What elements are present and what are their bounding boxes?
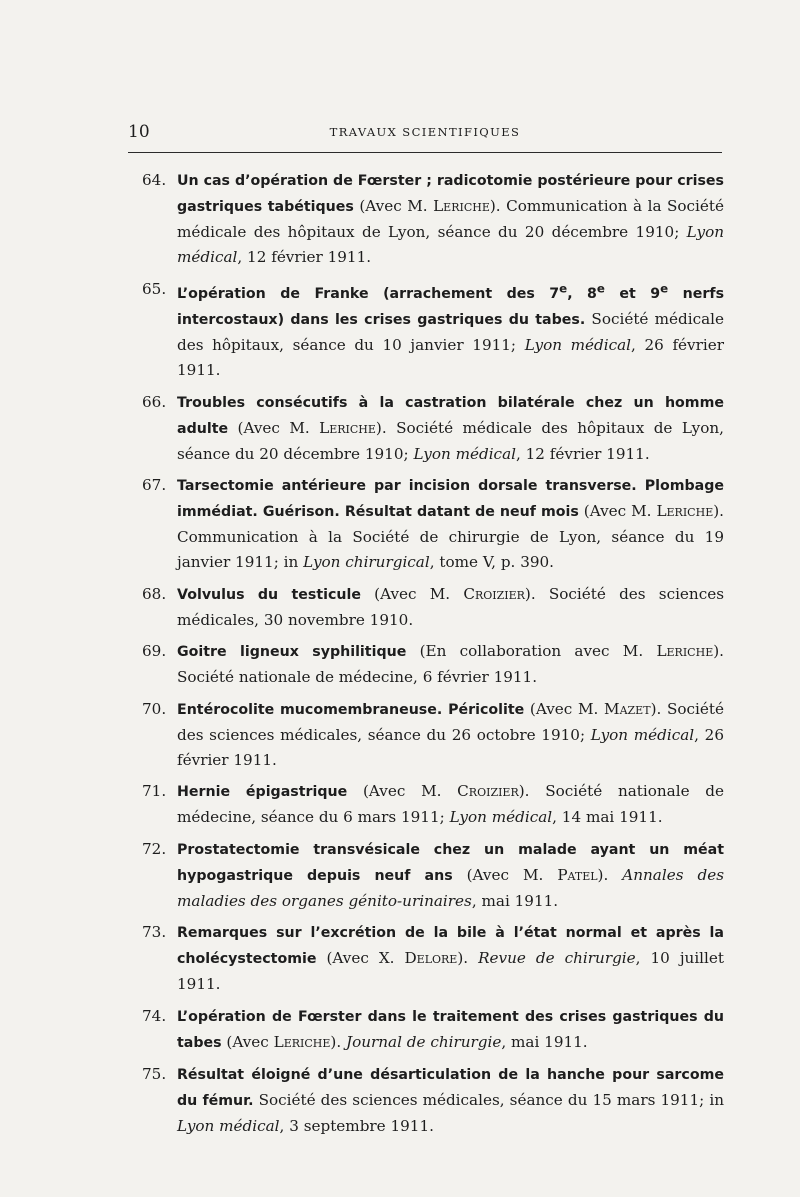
entry-title: Un cas d’opération de Fœrster ; radicotomie postérieure pour crises gastriques tabétiques xyxy=(177,173,724,215)
entry-text: (Avec M. xyxy=(360,584,464,603)
entry-text: ). xyxy=(457,949,479,968)
entry-text: , tome V, p. 390. xyxy=(429,553,555,572)
page-number: 10 xyxy=(128,122,150,142)
entry-title-part: nerfs intercostaux) dans les crises gastriques du tabes. xyxy=(177,286,725,329)
entry-title: Goitre ligneux syphilitique xyxy=(177,644,407,661)
entry-title: Résultat éloigné d’une désarticulation de la hanche pour sarcome du fémur. xyxy=(177,1067,724,1110)
entry-title-part: et 9 xyxy=(604,286,661,303)
entry-text: (Avec M. xyxy=(524,699,605,718)
entry-journal: Lyon médical xyxy=(590,725,695,744)
entry-text: (Avec X. xyxy=(316,949,405,968)
entry-title-part: , 8 xyxy=(567,286,597,303)
entry-journal: Lyon médical xyxy=(449,808,553,827)
entry-title: Tarsectomie antérieure par incision dorsale transverse. Plombage immédiat. Guérison. Résultat datant de neuf mois xyxy=(177,478,724,521)
publication-entry-70 xyxy=(142,697,724,773)
entry-text: ). Communication à la Société médicale des hôpitaux de Lyon, séance du 20 décembre 1910; xyxy=(177,197,724,241)
entry-author: Leriche xyxy=(656,642,714,661)
entry-text: ). xyxy=(597,865,623,884)
ordinal-superscript: e xyxy=(660,281,669,296)
publication-entry-75 xyxy=(142,1062,724,1139)
publication-entry-71 xyxy=(142,779,724,830)
entry-number: 71. xyxy=(142,782,167,801)
entry-text: , mai 1911. xyxy=(471,891,559,910)
publication-entry-72 xyxy=(142,837,724,914)
entry-title: L’opération de Fœrster dans le traitement des crises gastriques du tabes xyxy=(177,1008,724,1051)
ordinal-superscript: e xyxy=(559,281,568,296)
entry-text: (Avec M. xyxy=(452,865,558,884)
entry-author: Croizier xyxy=(457,782,519,801)
entry-number: 64. xyxy=(142,171,167,189)
entry-journal: Lyon médical xyxy=(413,444,516,463)
entry-journal: Lyon médical xyxy=(177,1117,280,1136)
entry-number: 65. xyxy=(142,279,167,298)
publication-entry-67 xyxy=(142,473,724,575)
entry-text: (En collaboration avec M. xyxy=(406,642,657,661)
publication-entry-64 xyxy=(142,168,724,270)
entry-text: , 10 juillet 1911. xyxy=(177,949,724,994)
entry-text: ). Société nationale de médecine, séance du 6 mars 1911; xyxy=(177,782,724,827)
entry-number: 69. xyxy=(142,642,167,661)
entry-title-part: L’opération de Franke (arrachement des 7 xyxy=(177,286,560,303)
entry-author: Patel xyxy=(557,865,598,884)
entry-text: Société des sciences médicales, séance du 15 mars 1911; in xyxy=(253,1091,724,1110)
entry-text: Société médicale des hôpitaux, séance du 10 janvier 1911; xyxy=(177,310,724,355)
entry-journal: Journal de chirurgie xyxy=(346,1032,502,1051)
entry-number: 72. xyxy=(142,839,167,858)
entry-number: 67. xyxy=(142,476,167,495)
entry-text: (Avec M. xyxy=(353,197,434,215)
publication-entry-65 xyxy=(142,277,724,384)
entry-text: , 14 mai 1911. xyxy=(552,808,663,827)
entry-text: (Avec M. xyxy=(578,502,657,521)
entry-number: 66. xyxy=(142,392,167,411)
entry-journal: Lyon médical xyxy=(524,336,632,355)
entry-text: , mai 1911. xyxy=(501,1032,588,1051)
entry-author: Delore xyxy=(404,949,458,968)
entry-number: 68. xyxy=(142,584,167,603)
page-header xyxy=(128,122,722,144)
entry-author: Leriche xyxy=(319,418,376,437)
entry-text: (Avec M. xyxy=(228,418,320,437)
entry-title: Hernie épigastrique xyxy=(177,784,348,801)
entry-number: 75. xyxy=(142,1065,167,1084)
entry-text: , 26 février 1911. xyxy=(177,725,724,769)
running-title: TRAVAUX SCIENTIFIQUES xyxy=(329,125,521,139)
entry-number: 74. xyxy=(142,1006,167,1025)
header-rule xyxy=(128,152,722,153)
publication-entry-68 xyxy=(142,582,724,633)
entry-text: , 12 février 1911. xyxy=(515,444,650,463)
entry-number: 73. xyxy=(142,923,167,942)
entry-text: ). Société des sciences médicales, séance du 26 octobre 1910; xyxy=(177,699,724,744)
entry-text: ). xyxy=(330,1032,346,1051)
entry-text: , 26 février 1911. xyxy=(177,336,724,380)
entry-title: Remarques sur l’excrétion de la bile à l’état normal et après la cholécystectomie xyxy=(177,925,724,968)
ordinal-superscript: e xyxy=(596,281,605,296)
entry-author: Leriche xyxy=(433,197,490,215)
entry-author: Mazet xyxy=(604,699,651,718)
entry-journal: Lyon chirurgical xyxy=(303,553,430,572)
entry-text: (Avec M. xyxy=(347,782,458,801)
entry-journal: Revue de chirurgie xyxy=(478,949,636,968)
entry-text: ). Communication à la Société de chirurgie de Lyon, séance du 19 janvier 1911; in xyxy=(177,502,724,572)
entry-title: Troubles consécutifs à la castration bilatérale chez un homme adulte xyxy=(177,394,724,437)
publication-entry-69 xyxy=(142,639,724,690)
entry-author: Leriche xyxy=(273,1032,331,1051)
entry-text: , 3 septembre 1911. xyxy=(279,1117,434,1136)
publication-entry-74 xyxy=(142,1004,724,1056)
publication-entry-66 xyxy=(142,390,724,467)
publication-entry-73 xyxy=(142,920,724,997)
entry-title: Volvulus du testicule xyxy=(177,586,361,603)
entry-author: Leriche xyxy=(656,502,714,521)
entry-number: 70. xyxy=(142,699,167,718)
publication-list xyxy=(142,168,724,1146)
entry-text: ). Société nationale de médecine, 6 février 1911. xyxy=(177,642,724,687)
entry-journal: Lyon médical xyxy=(177,223,724,266)
entry-journal: Annales des maladies des organes génito-urinaires xyxy=(177,865,724,910)
entry-title: Prostatectomie transvésicale chez un malade ayant un méat hypogastrique depuis neuf ans xyxy=(177,841,724,884)
entry-text: (Avec xyxy=(221,1032,274,1051)
entry-author: Croizier xyxy=(463,584,525,603)
entry-title: Entérocolite mucomembraneuse. Péricolite xyxy=(177,701,525,718)
entry-text: ). Société médicale des hôpitaux de Lyon, séance du 20 décembre 1910; xyxy=(177,418,724,463)
entry-text: , 12 février 1911. xyxy=(237,248,372,266)
entry-text: ). Société des sciences médicales, 30 novembre 1910. xyxy=(177,584,724,629)
